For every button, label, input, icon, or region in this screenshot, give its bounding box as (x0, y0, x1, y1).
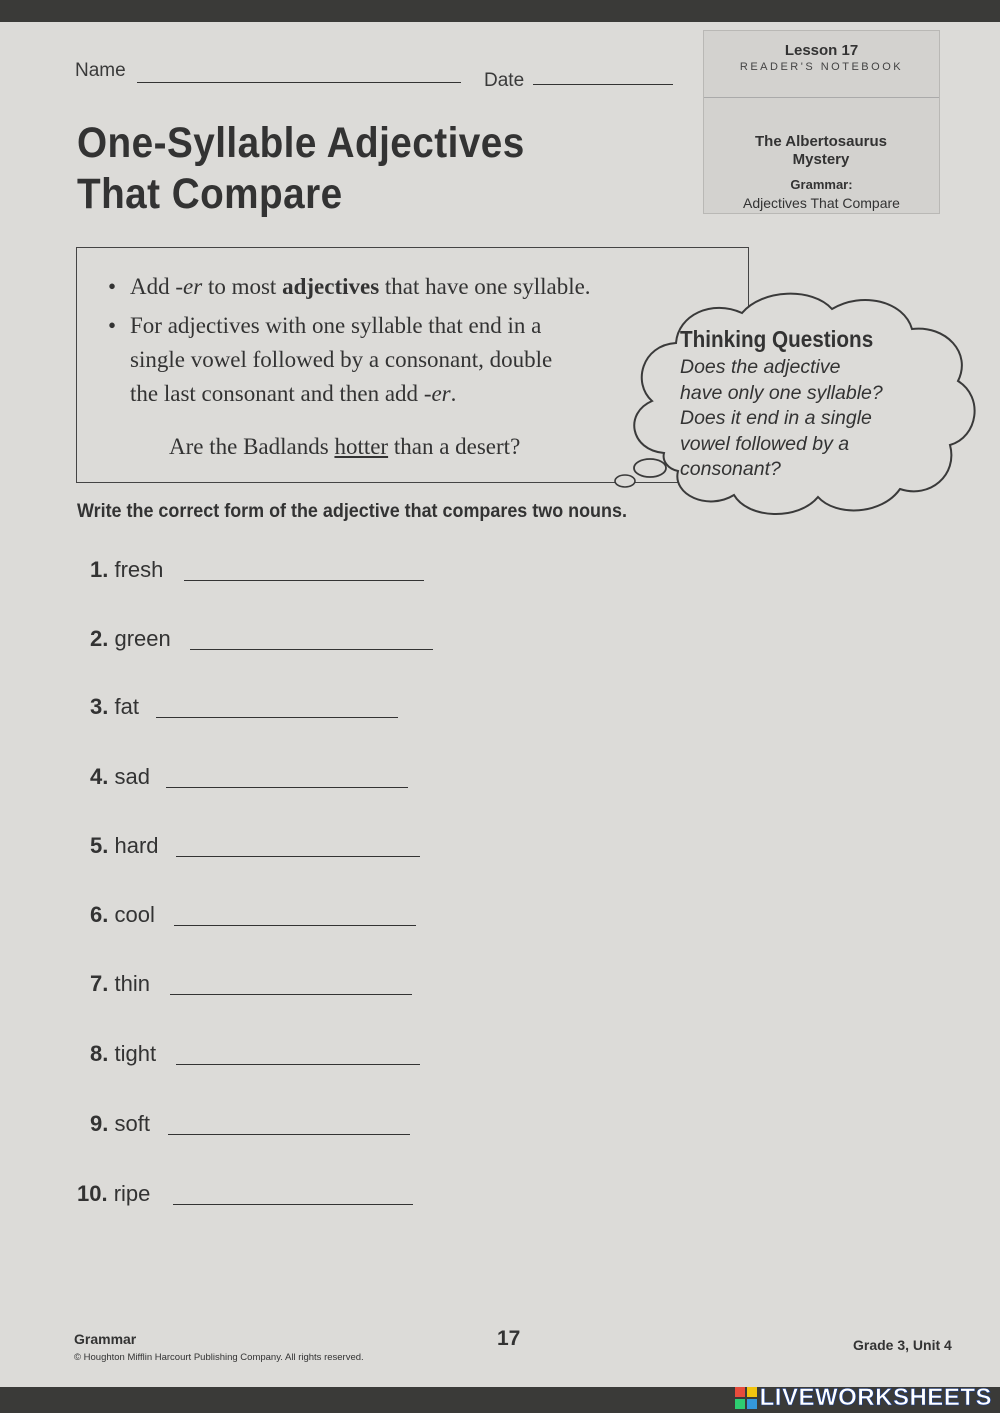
answer-line-6[interactable] (174, 925, 416, 926)
example-sentence: Are the Badlands hotter than a desert? (169, 434, 521, 459)
section-label: Grammar: (790, 177, 853, 192)
answer-line-1[interactable] (184, 580, 424, 581)
page-number: 17 (497, 1327, 521, 1350)
answer-line-4[interactable] (166, 787, 408, 788)
watermark-text: LIVEWORKSHEETS (759, 1384, 992, 1411)
title-line-1: One-Syllable Adjectives (77, 119, 525, 167)
thinking-questions-text: Does the adjective have only one syllable? Does it end in a single vowel followed by a consonant? (680, 356, 883, 480)
lesson-box (703, 30, 940, 214)
answer-line-7[interactable] (170, 994, 412, 995)
rule-bullet-2: • For adjectives with one syllable that end in a single vowel followed by a consonant, double the last consonant and then add -er. (108, 309, 552, 411)
item-1: 1. fresh (90, 557, 163, 583)
answer-line-9[interactable] (168, 1134, 410, 1135)
item-10: 10. ripe (77, 1181, 150, 1207)
thinking-questions-heading: Thinking Questions (680, 326, 874, 352)
item-9: 9. soft (90, 1111, 150, 1137)
footer-copyright: © Houghton Mifflin Harcourt Publishing Company. All rights reserved. (74, 1352, 364, 1363)
item-8: 8. tight (90, 1041, 156, 1067)
name-line[interactable] (137, 82, 461, 83)
page-title (77, 118, 525, 219)
bullet-dot: • (108, 313, 117, 338)
notebook-label: READER'S NOTEBOOK (739, 61, 904, 73)
bullet-dot: • (108, 274, 117, 299)
footer-grade: Grade 3, Unit 4 (853, 1337, 952, 1353)
answer-line-10[interactable] (173, 1204, 413, 1205)
rule-bullet-1: • Add -er to most adjectives that have one syllable. (108, 270, 591, 304)
worksheet-page (0, 22, 1000, 1387)
lesson-number: Lesson 17 (784, 42, 859, 59)
answer-line-3[interactable] (156, 717, 398, 718)
topic-label: Adjectives That Compare (743, 195, 900, 211)
item-5: 5. hard (90, 833, 159, 859)
item-3: 3. fat (90, 694, 139, 720)
liveworksheets-logo-icon (735, 1387, 757, 1409)
name-label: Name (75, 60, 126, 81)
instructions: Write the correct form of the adjective that compares two nouns. (77, 500, 627, 522)
liveworksheets-watermark[interactable] (735, 1386, 992, 1410)
answer-line-2[interactable] (190, 649, 433, 650)
item-2: 2. green (90, 626, 171, 652)
story-title: The Albertosaurus Mystery (755, 133, 887, 168)
item-4: 4. sad (90, 764, 150, 790)
answer-line-5[interactable] (176, 856, 420, 857)
example-word: hotter (334, 434, 389, 459)
item-6: 6. cool (90, 902, 155, 928)
answer-line-8[interactable] (176, 1064, 420, 1065)
date-line[interactable] (533, 84, 673, 85)
footer-subject: Grammar (74, 1331, 137, 1347)
date-label: Date (484, 70, 525, 91)
lesson-divider (704, 97, 939, 98)
item-7: 7. thin (90, 971, 150, 997)
title-line-2: That Compare (77, 169, 343, 218)
